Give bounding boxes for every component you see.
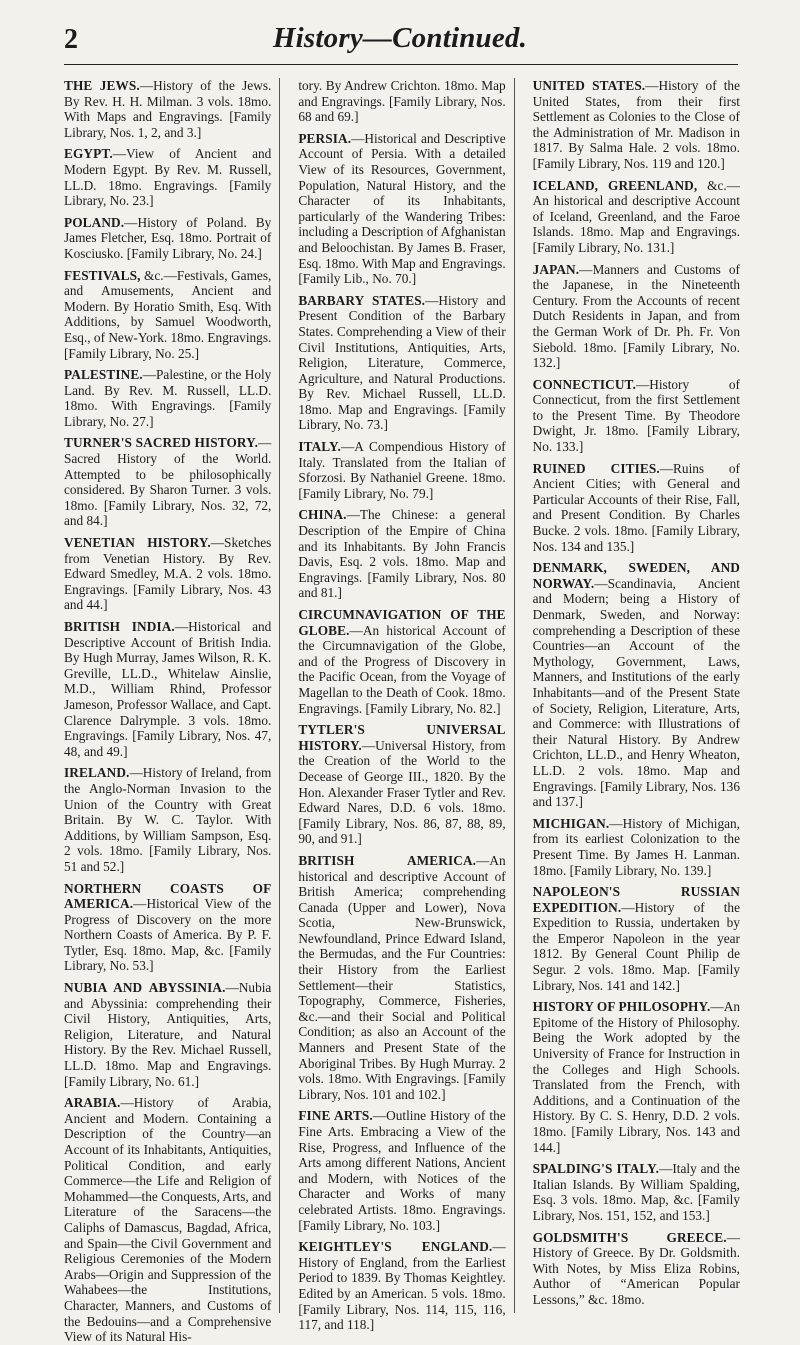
catalogue-entry xyxy=(298,722,505,847)
catalogue-entry xyxy=(298,607,505,716)
entry-description: —Sacred History of the World. Attempted to be philosophically considered. By Sharon Turner. 3 vols. 18mo. [Family Library, Nos. 32, 72, and 84.] xyxy=(64,435,272,529)
entry-heading: TURNER'S SACRED HISTORY. xyxy=(64,435,259,451)
entry-description: —Historical and Descriptive Account of British India. By Hugh Murray, James Wilson, R. K. Greville, LL.D., Whitelaw Ainslie, M.D., William Rhind, Professor Jameson, Professor Wallace, and Capt. Clarence Dalrymple. 3 vols. 18mo. Engravings. [Family Library, Nos. 47, 48, and 49.] xyxy=(64,619,272,759)
entry-description: —Universal History, from the Creation of the World to the Decease of George III., 1820. By the Hon. Alexander Fraser Tytler and Rev. Edward Nares, D.D. 6 vols. 18mo. [Family Library, Nos. 86, 87, 88, 89, 90, and 91.] xyxy=(298,737,506,847)
catalogue-entry xyxy=(64,765,271,874)
entry-heading: THE JEWS. xyxy=(64,78,140,93)
entry-heading: TYTLER'S UNIVERSAL HISTORY. xyxy=(298,722,506,753)
catalogue-entry xyxy=(64,980,271,1089)
entry-heading: FESTIVALS, xyxy=(64,267,141,283)
column-3 xyxy=(533,78,740,1313)
entry-description: —History of England, from the Earliest Period to 1839. By Thomas Keightley. Edited by an American. 5 vols. 18mo. [Family Library, Nos. 114, 115, 116, 117, and 118.] xyxy=(298,1239,506,1333)
entry-heading: ICELAND, GREENLAND, xyxy=(532,177,698,193)
catalogue-entry xyxy=(298,507,505,601)
entry-heading: PERSIA. xyxy=(298,130,352,146)
column-1 xyxy=(64,78,280,1345)
catalogue-entry xyxy=(64,1095,271,1345)
entry-description: —The Chinese: a general Description of the Empire of China and its Inhabitants. By John Francis Davis, Esq. 2 vols. 18mo. Map and Engravings. [Family Library, Nos. 80 and 81.] xyxy=(298,507,506,601)
entry-heading: CHINA. xyxy=(298,507,347,523)
entry-description: —Historical and Descriptive Account of Persia. With a detailed View of its Resources, Government, Population, Natural History, and the Character of its Inhabitants, particularly of the Wandering Tribes: including a Description of Afghanistan and Beloochistan. By James B. Fraser, Esq. 18mo. With Map and Engravings. [Family Lib., No. 70.] xyxy=(298,130,506,287)
entry-description: —History of Arabia, Ancient and Modern. Containing a Description of the Country—an Account of its Inhabitants, Antiquities, Political Condition, and early Commerce—the Life and Religion of Mohammed—the Conquests, Arts, and Literature of the Saracens—the Caliphs of Damascus, Bagdad, Africa, and Spain—the Civil Government and Religious Ceremonies of the Modern Arabs—Origin and Suppression of the Wahabees—the Institutions, Character, Manners, and Customs of the Bedouins—and a Comprehensive View of its Natural His- xyxy=(64,1095,272,1345)
catalogue-entry xyxy=(298,1108,505,1233)
entry-description: —Ruins of Ancient Cities; with General and Particular Accounts of their Rise, Fall, and Present Condition. By Charles Bucke. 2 vols. 18mo. [Family Library, Nos. 134 and 135.] xyxy=(532,460,740,554)
entry-heading: CONNECTICUT. xyxy=(532,376,636,392)
entry-heading: SPALDING'S ITALY. xyxy=(532,1161,660,1177)
entry-heading: POLAND. xyxy=(64,214,125,230)
columns xyxy=(64,78,740,1345)
entry-description: —History of Ireland, from the Anglo-Norman Invasion to the Union of the Country with Great Britain. By W. C. Taylor. With Additions, by William Sampson, Esq. 2 vols. 18mo. [Family Library, Nos. 51 and 52.] xyxy=(64,765,272,874)
entry-description: —Outline History of the Fine Arts. Embracing a View of the Rise, Progress, and Influence of the Arts among different Nations, Ancient and Modern, with Notices of the Character and Works of many celebrated Artists. 18mo. Engravings. [Family Library, No. 103.] xyxy=(298,1108,506,1233)
entry-description: —An Epitome of the History of Philosophy. Being the Work adopted by the University of France for Instruction in the Colleges and High Schools. Translated from the French, with Additions, and a Continuation of the History. By C. S. Henry, D.D. 2 vols. 18mo. [Family Library, Nos. 143 and 144.] xyxy=(532,999,740,1155)
catalogue-entry xyxy=(64,215,271,262)
catalogue-entry xyxy=(64,881,271,975)
catalogue-entry xyxy=(533,78,740,172)
entry-description: —Historical View of the Progress of Discovery on the more Northern Coasts of America. By P. F. Tytler, Esq. 18mo. Map, &c. [Family Library, No. 53.] xyxy=(64,896,272,974)
header-rule xyxy=(64,64,738,65)
entry-heading: BRITISH INDIA. xyxy=(64,619,175,634)
entry-description: —History of Connecticut, from the first Settlement to the Present Time. By Theodore Dwight, Jr. 18mo. [Family Library, No. 133.] xyxy=(532,376,740,455)
entry-description: —View of Ancient and Modern Egypt. By Rev. M. Russell, LL.D. 18mo. Engravings. [Family Library, No. 23.] xyxy=(64,146,272,209)
entry-description: —History of Poland. By James Fletcher, Esq. 18mo. Portrait of Kosciusko. [Family Library, No. 24.] xyxy=(64,214,272,261)
entry-heading: UNITED STATES. xyxy=(532,78,646,93)
catalogue-entry xyxy=(64,535,271,613)
catalogue-entry xyxy=(533,999,740,1155)
catalogue-entry xyxy=(533,1161,740,1223)
entry-description: —Italy and the Italian Islands. By William Spalding, Esq. 3 vols. 18mo. Map, &c. [Family Library, Nos. 151, 152, and 153.] xyxy=(532,1161,740,1223)
catalogue-entry xyxy=(64,146,271,208)
catalogue-entry xyxy=(298,131,505,287)
catalogue-entry xyxy=(298,1239,505,1333)
entry-heading: MICHIGAN. xyxy=(532,815,610,831)
entry-heading: KEIGHTLEY'S ENGLAND. xyxy=(298,1239,493,1255)
catalogue-entry xyxy=(533,377,740,455)
catalogue-entry xyxy=(298,439,505,501)
catalogue-entry xyxy=(64,367,271,429)
catalogue-entry xyxy=(298,853,505,1103)
entry-heading: NUBIA AND ABYSSINIA. xyxy=(64,980,226,996)
entry-description: —Palestine, or the Holy Land. By Rev. M. Russell, LL.D. 18mo. With Engravings. [Family Library, No. 27.] xyxy=(64,367,272,429)
entry-heading: NORTHERN COASTS OF AMERICA. xyxy=(64,880,272,912)
entry-description: &c.—An historical and descriptive Account of Iceland, Greenland, and the Faroe Islands. 18mo. Map and Engravings. [Family Library, No. 131.] xyxy=(532,177,740,255)
entry-heading: RUINED CITIES. xyxy=(532,460,660,476)
entry-description: —Nubia and Abyssinia: comprehending their Civil History, Antiquities, Arts, Religion, Literature, and Natural History. By the Rev. Michael Russell, LL.D. 18mo. Map and Engravings. [Family Library, No. 61.] xyxy=(64,980,272,1089)
entry-heading: DENMARK, SWEDEN, AND NORWAY. xyxy=(532,560,740,591)
entry-description: —History of the Expedition to Russia, undertaken by the Emperor Napoleon in the year 1812. By General Count Philip de Segur. 2 vols. 18mo. Map. [Family Library, Nos. 141 and 142.] xyxy=(532,899,740,993)
entry-heading: ARABIA. xyxy=(64,1095,121,1111)
entry-description: &c.—Festivals, Games, and Amusements, Ancient and Modern. By Horatio Smith, Esq. With Additions, by Samuel Woodworth, Esq., of New-York. 18mo. Engravings. [Family Library, No. 25.] xyxy=(64,267,272,361)
entry-heading: FINE ARTS. xyxy=(298,1108,373,1124)
entry-heading: HISTORY OF PHILOSOPHY. xyxy=(532,999,711,1015)
entry-description: —An historical Account of the Circumnavigation of the Globe, and of the Progress of Discovery in the Pacific Ocean, from the Voyage of Magellan to the Death of Cook. 18mo. Engravings. [Family Library, No. 82.] xyxy=(298,622,506,716)
entry-heading: JAPAN. xyxy=(532,261,580,277)
entry-heading: NAPOLEON'S RUSSIAN EXPEDITION. xyxy=(532,884,740,915)
column-2 xyxy=(298,78,514,1333)
entry-heading: EGYPT. xyxy=(64,146,113,162)
catalogue-entry xyxy=(64,435,271,529)
entry-heading: CIRCUMNAVIGATION OF THE GLOBE. xyxy=(298,607,506,638)
catalogue-entry xyxy=(298,293,505,433)
catalogue-entry xyxy=(533,884,740,993)
entry-description: —History of the Jews. By Rev. H. H. Milman. 3 vols. 18mo. With Maps and Engravings. [Family Library, Nos. 1, 2, and 3.] xyxy=(64,78,272,140)
catalogue-entry xyxy=(64,78,271,140)
catalogue-entry xyxy=(533,262,740,371)
entry-description: —An historical and descriptive Account of British America; comprehending Canada (Upper and Lower), Nova Scotia, New-Brunswick, Newfoundland, Prince Edward Island, the Bermudas, and the Fur Countries: their History from the Earliest Settlement—their Statistics, Topography, Commerce, Fisheries, &c.—and their Social and Political Condition; as also an Account of the Manners and Present State of the Aboriginal Tribes. By Hugh Murray. 2 vols. 18mo. With Engravings. [Family Library, Nos. 101 and 102.] xyxy=(298,852,506,1102)
running-head: History—Continued. xyxy=(272,22,528,54)
entry-heading: ITALY. xyxy=(298,439,341,455)
entry-heading: PALESTINE. xyxy=(64,367,143,383)
entry-description: —Scandinavia, Ancient and Modern; being a History of Denmark, Sweden, and Norway: comprehending a Description of these Countries—an Account of the Mythology, Government, Laws, Manners, and Institutions of the early Inhabitants—and of the Present State of Society, Religion, Literature, Arts, and Commerce: with Illustrations of their Natural History. By Andrew Crichton, LL.D., and Henry Wheaton, LL.D. 2 vols. 18mo. Map and Engravings. [Family Library, Nos. 136 and 137.] xyxy=(532,575,740,810)
catalogue-entry xyxy=(533,560,740,810)
entry-description: —A Compendious History of Italy. Translated from the Italian of Sforzosi. By Nathaniel Greene. 18mo. [Family Library, No. 79.] xyxy=(298,439,506,501)
catalogue-entry xyxy=(64,619,271,759)
catalogue-entry xyxy=(298,78,505,125)
page-number: 2 xyxy=(64,24,78,55)
entry-description: —History of the United States, from their first Settlement as Colonies to the Close of the Administration of Mr. Madison in 1817. By Salma Hale. 2 vols. 18mo. [Family Library, Nos. 119 and 120.] xyxy=(532,78,740,171)
entry-description: —Manners and Customs of the Japanese, in the Nineteenth Century. From the Accounts of recent Dutch Residents in Japan, and from the German Work of Dr. Ph. Fr. Von Siebold. 18mo. [Family Library, No. 132.] xyxy=(532,261,740,371)
entry-heading: BRITISH AMERICA. xyxy=(298,852,477,868)
catalogue-entry xyxy=(533,461,740,555)
entry-heading: BARBARY STATES. xyxy=(298,292,426,308)
catalogue-entry xyxy=(533,816,740,878)
entry-description: —Sketches from Venetian History. By Rev. Edward Smedley, M.A. 2 vols. 18mo. Engravings. [Family Library, Nos. 43 and 44.] xyxy=(64,535,272,613)
catalogue-entry xyxy=(533,178,740,256)
entry-description: —History of Greece. By Dr. Goldsmith. With Notes, by Miss Eliza Robins, Author of “American Popular Lessons,” &c. 18mo. xyxy=(532,1229,740,1307)
entry-description: —History and Present Condition of the Barbary States. Comprehending a View of their Civil Institutions, Antiquities, Arts, Religion, Literature, Commerce, Agriculture, and Natural Productions. By Rev. Michael Russell, LL.D. 18mo. Map and Engravings. [Family Library, No. 73.] xyxy=(298,292,506,433)
catalogue-entry xyxy=(533,1230,740,1308)
entry-description: tory. By Andrew Crichton. 18mo. Map and Engravings. [Family Library, Nos. 68 and 69.] xyxy=(298,78,506,125)
entry-heading: IRELAND. xyxy=(64,765,130,781)
entry-heading: GOLDSMITH'S GREECE. xyxy=(532,1229,727,1245)
entry-heading: VENETIAN HISTORY. xyxy=(64,535,211,551)
entry-description: —History of Michigan, from its earliest Colonization to the Present Time. By James H. Lanman. 18mo. [Family Library, No. 139.] xyxy=(532,815,740,878)
catalogue-entry xyxy=(64,268,271,362)
